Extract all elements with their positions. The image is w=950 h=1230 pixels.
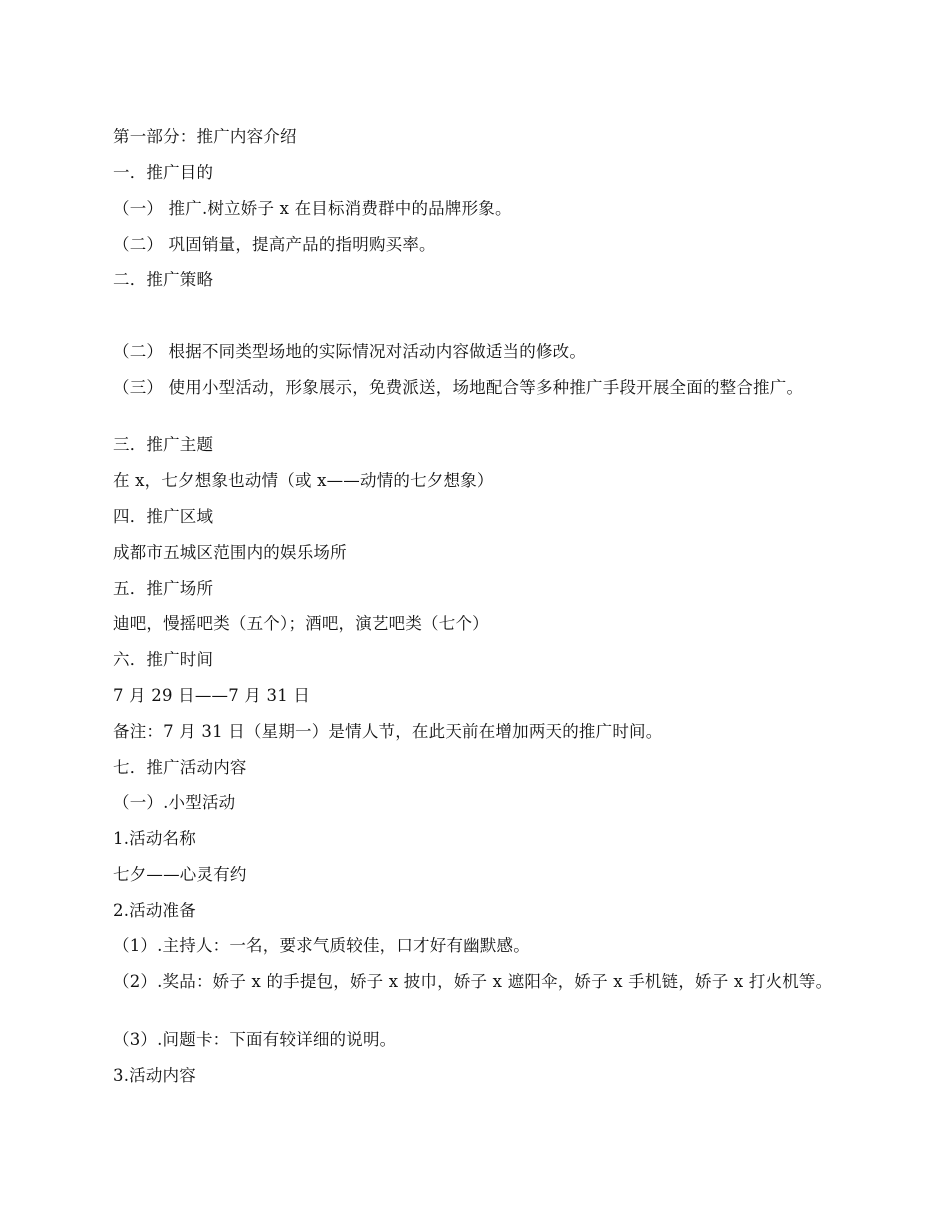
section-heading-strategy: 二．推广策略 (113, 270, 214, 289)
prep-item-1: （1）.主持人：一名，要求气质较佳，口才好有幽默感。 (113, 936, 530, 955)
time-text: 7 月 29 日——7 月 31 日 (113, 686, 311, 705)
venues-text: 迪吧，慢摇吧类（五个）；酒吧，演艺吧类（七个） (113, 614, 489, 633)
section-heading-purpose: 一．推广目的 (113, 163, 214, 182)
section-heading-region: 四．推广区域 (113, 507, 214, 526)
activity-content-heading: 3.活动内容 (113, 1066, 196, 1085)
activity-name-text: 七夕——心灵有约 (113, 865, 247, 884)
region-text: 成都市五城区范围内的娱乐场所 (113, 543, 347, 562)
prep-item-3: （3）.问题卡：下面有较详细的说明。 (113, 1030, 397, 1049)
time-note: 备注：7 月 31 日（星期一）是情人节，在此天前在增加两天的推广时间。 (113, 722, 663, 741)
prep-item-2: （2）.奖品：娇子 x 的手提包，娇子 x 披巾，娇子 x 遮阳伞，娇子 x 手机链，娇子 x 打火机等。 (113, 972, 833, 991)
activity-prep-heading: 2.活动准备 (113, 901, 196, 920)
section-heading-time: 六．推广时间 (113, 650, 214, 669)
purpose-item-1: （一） 推广.树立娇子 x 在目标消费群中的品牌形象。 (113, 199, 512, 218)
strategy-item-2: （二） 根据不同类型场地的实际情况对活动内容做适当的修改。 (113, 342, 587, 361)
purpose-item-2: （二） 巩固销量，提高产品的指明购买率。 (113, 235, 436, 254)
section-heading-activities: 七．推广活动内容 (113, 758, 247, 777)
part-heading: 第一部分：推广内容介绍 (113, 127, 297, 146)
activity-subheading: （一）.小型活动 (113, 793, 236, 812)
theme-text: 在 x，七夕想象也动情（或 x——动情的七夕想象） (113, 471, 494, 490)
section-heading-theme: 三．推广主题 (113, 435, 214, 454)
strategy-item-3: （三） 使用小型活动，形象展示，免费派送，场地配合等多种推广手段开展全面的整合推广。 (113, 378, 804, 397)
section-heading-venues: 五．推广场所 (113, 579, 214, 598)
activity-name-heading: 1.活动名称 (113, 829, 196, 848)
